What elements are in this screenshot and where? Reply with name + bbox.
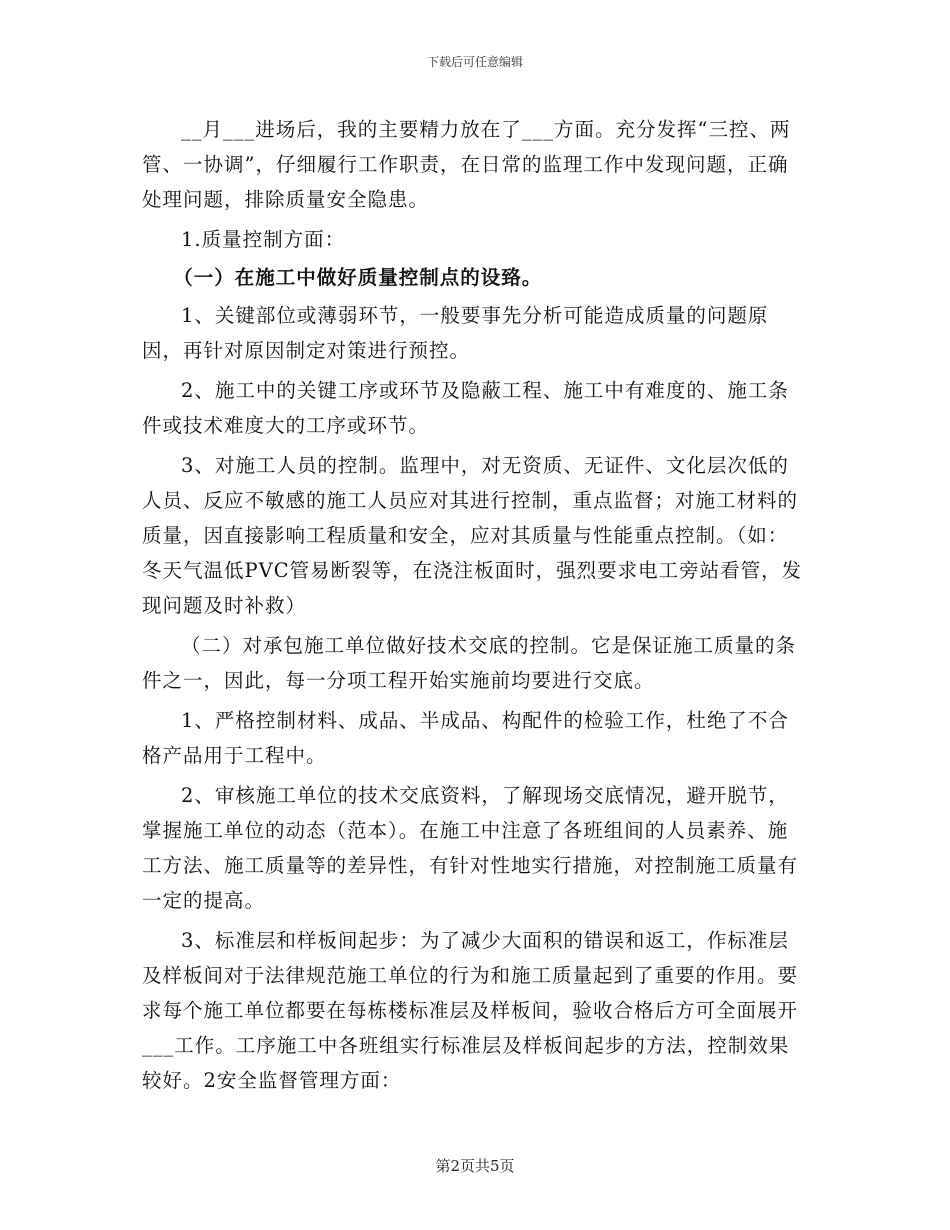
section-heading-quality-control: 1.质量控制方面： [181,228,346,251]
list-item-standard-floor: 3、标准层和样板间起步：为了减少大面积的错误和返工，作标准层及样板间对于法律规范施工单位的行为和施工质量起到了重要的作用。要求每个施工单位都要在每栋楼标准层及样板间，验收合格后方可全面展开___工作。工序施工中各班组实行标准层及样板间起步的方法，控制效果较好。2安全监督管理方面： [142,929,799,1092]
document-body [142,112,804,1103]
list-item-key-processes: 2、施工中的关键工序或环节及隐蔽工程、施工中有难度的、施工条件或技术难度大的工序或环节。 [142,379,789,437]
subsection-heading-control-points: （一）在施工中做好质量控制点的设臵。 [173,266,543,289]
list-item-key-positions: 1、关键部位或薄弱环节，一般要事先分析可能造成质量的问题原因，再针对原因制定对策进行预控。 [142,304,769,362]
list-item-material-inspection: 1、严格控制材料、成品、半成品、构配件的检验工作，杜绝了不合格产品用于工程中。 [142,709,789,767]
subsection-heading-technical-briefing: （二）对承包施工单位做好技术交底的控制。它是保证施工质量的条件之一，因此，每一分项工程开始实施前均要进行交底。 [142,634,797,692]
page-header: 下载后可任意编辑 [426,55,523,69]
list-item-briefing-review: 2、审核施工单位的技术交底资料，了解现场交底情况，避开脱节，掌握施工单位的动态（范本）。在施工中注意了各班组间的人员素养、施工方法、施工质量等的差异性，有针对性地实行措施，对控制施工质量有一定的提高。 [142,784,799,912]
page-footer: 第2页共5页 [435,1157,515,1175]
list-item-personnel-control: 3、对施工人员的控制。监理中，对无资质、无证件、文化层次低的人员、反应不敏感的施工人员应对其进行控制，重点监督；对施工材料的质量，因直接影响工程质量和安全，应对其质量与性能重点控制。（如：冬天气温低PVC管易断裂等，在浇注板面时，强烈要求电工旁站看管，发现问题及时补救） [142,454,803,617]
paragraph-intro: __月___进场后，我的主要精力放在了___方面。充分发挥“三控、两管、一协调”，仔细履行工作职责，在日常的监理工作中发现问题，正确处理问题，排除质量安全隐患。 [142,118,791,211]
